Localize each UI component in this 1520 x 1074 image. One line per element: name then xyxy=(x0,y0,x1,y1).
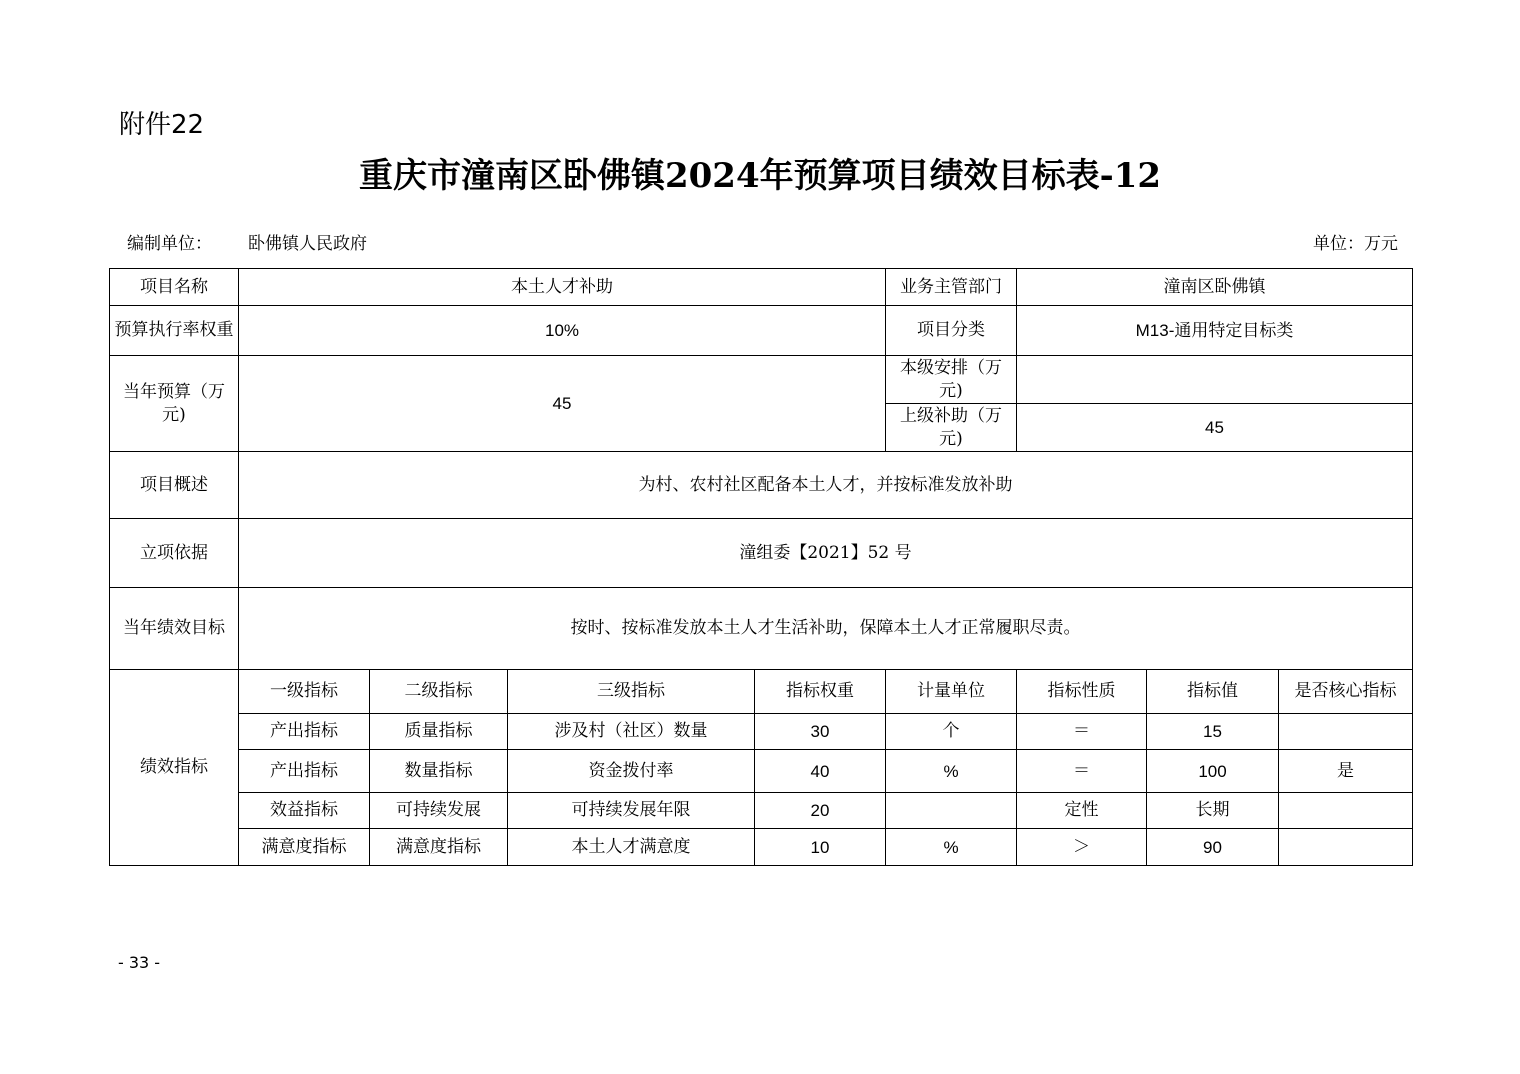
performance-table xyxy=(109,268,1413,866)
attachment-label: 附件22 xyxy=(119,110,205,140)
dept-label: 业务主管部门 xyxy=(886,269,1017,306)
project-name-label: 项目名称 xyxy=(110,269,239,306)
local-value xyxy=(1017,356,1413,404)
row-budget-local xyxy=(110,356,1413,404)
indicator-header: 二级指标 xyxy=(370,670,508,714)
overview-value: 为村、农村社区配备本土人才，并按标准发放补助 xyxy=(239,452,1413,519)
indicator-cell: 40 xyxy=(755,750,886,793)
indicators-section-label: 绩效指标 xyxy=(110,670,239,866)
indicator-row xyxy=(110,829,1413,866)
indicator-cell: 10 xyxy=(755,829,886,866)
indicator-cell: 定性 xyxy=(1017,793,1147,829)
indicator-cell: 30 xyxy=(755,714,886,750)
indicator-cell: 产出指标 xyxy=(239,714,370,750)
indicator-cell: 是 xyxy=(1279,750,1413,793)
local-label: 本级安排（万元) xyxy=(886,356,1017,404)
category-value: M13-通用特定目标类 xyxy=(1017,306,1413,356)
budget-label: 当年预算（万元) xyxy=(110,356,239,452)
indicator-cell: 产出指标 xyxy=(239,750,370,793)
upper-value: 45 xyxy=(1017,404,1413,452)
indicator-row xyxy=(110,714,1413,750)
indicator-header: 一级指标 xyxy=(239,670,370,714)
row-exec-weight xyxy=(110,306,1413,356)
exec-weight-value: 10% xyxy=(239,306,886,356)
indicator-cell: 可持续发展年限 xyxy=(508,793,755,829)
indicator-cell: ＞ xyxy=(1017,829,1147,866)
indicator-header: 三级指标 xyxy=(508,670,755,714)
goal-label: 当年绩效目标 xyxy=(110,588,239,670)
indicator-cell: ＝ xyxy=(1017,714,1147,750)
indicator-cell: 满意度指标 xyxy=(370,829,508,866)
indicator-header: 指标权重 xyxy=(755,670,886,714)
indicator-cell xyxy=(1279,714,1413,750)
document-title: 重庆市潼南区卧佛镇2024年预算项目绩效目标表-12 xyxy=(358,156,1162,196)
indicator-cell: 20 xyxy=(755,793,886,829)
indicator-cell: 效益指标 xyxy=(239,793,370,829)
indicator-cell xyxy=(886,793,1017,829)
project-name-value: 本土人才补助 xyxy=(239,269,886,306)
row-project-name xyxy=(110,269,1413,306)
indicator-cell: 个 xyxy=(886,714,1017,750)
indicator-row xyxy=(110,750,1413,793)
indicator-cell: ＝ xyxy=(1017,750,1147,793)
indicator-cell: 本土人才满意度 xyxy=(508,829,755,866)
indicator-cell xyxy=(1279,829,1413,866)
indicator-header-row xyxy=(110,670,1413,714)
dept-value: 潼南区卧佛镇 xyxy=(1017,269,1413,306)
row-goal xyxy=(110,588,1413,670)
indicator-cell: % xyxy=(886,829,1017,866)
indicator-cell: 资金拨付率 xyxy=(508,750,755,793)
row-basis xyxy=(110,519,1413,588)
upper-label: 上级补助（万元) xyxy=(886,404,1017,452)
indicator-row xyxy=(110,793,1413,829)
indicator-cell: 质量指标 xyxy=(370,714,508,750)
basis-label: 立项依据 xyxy=(110,519,239,588)
unit-label: 单位：万元 xyxy=(1313,234,1398,254)
indicator-header: 计量单位 xyxy=(886,670,1017,714)
page-number: - 33 - xyxy=(118,953,161,972)
category-label: 项目分类 xyxy=(886,306,1017,356)
basis-value: 潼组委【2021】52 号 xyxy=(239,519,1413,588)
indicator-cell xyxy=(1279,793,1413,829)
exec-weight-label: 预算执行率权重 xyxy=(110,306,239,356)
indicator-cell: 15 xyxy=(1147,714,1279,750)
overview-label: 项目概述 xyxy=(110,452,239,519)
indicator-cell: 90 xyxy=(1147,829,1279,866)
indicator-header: 是否核心指标 xyxy=(1279,670,1413,714)
indicator-cell: % xyxy=(886,750,1017,793)
indicator-header: 指标性质 xyxy=(1017,670,1147,714)
goal-value: 按时、按标准发放本土人才生活补助，保障本土人才正常履职尽责。 xyxy=(239,588,1413,670)
indicator-header: 指标值 xyxy=(1147,670,1279,714)
indicator-cell: 涉及村（社区）数量 xyxy=(508,714,755,750)
budget-value: 45 xyxy=(239,356,886,452)
compiler-label: 编制单位： xyxy=(127,234,212,254)
compiler-value: 卧佛镇人民政府 xyxy=(248,234,367,254)
row-overview xyxy=(110,452,1413,519)
indicator-cell: 长期 xyxy=(1147,793,1279,829)
indicator-cell: 满意度指标 xyxy=(239,829,370,866)
indicator-cell: 100 xyxy=(1147,750,1279,793)
indicator-cell: 可持续发展 xyxy=(370,793,508,829)
indicator-cell: 数量指标 xyxy=(370,750,508,793)
